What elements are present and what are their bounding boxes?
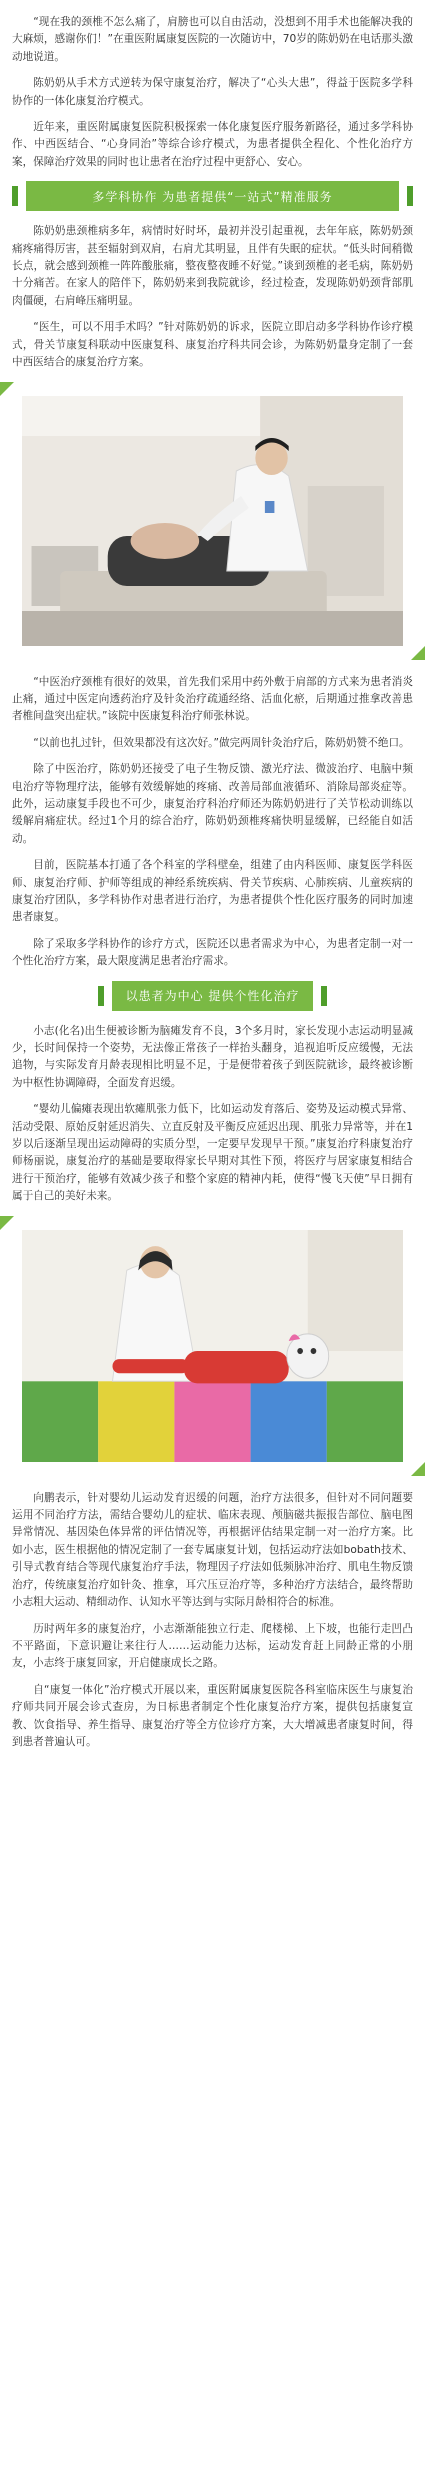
banner-right-accent bbox=[321, 986, 327, 1006]
body-paragraph: 向鹏表示，针对婴幼儿运动发育迟缓的问题，治疗方法很多，但针对不同问题要运用不同治疗方法，需结合婴幼儿的症状、临床表现、颅脑磁共振报告部位、脑电图异常情况、基因染色体异常的评估情况等，再根据评估结果定制一对一治疗方案。比如小志，医生根据他的情况定制了一套专属康复计划，包括运动疗法如bobath技术、引导式教育结合等现代康复治疗手法，物理因子疗法如低频脉冲治疗、肌电生物反馈治疗，传统康复治疗如针灸、推拿，耳穴压豆治疗等，多种治疗方法结合，最终帮助小志粗大运动、精细动作、认知水平等达到与实际月龄相符合的标准。 bbox=[12, 1491, 413, 1609]
frame-corner-decoration bbox=[0, 1216, 14, 1230]
body-paragraph: 除了采取多学科协作的诊疗方式，医院还以患者需求为中心，为患者定制一对一个性化治疗方案，最大限度满足患者治疗需求。 bbox=[12, 937, 413, 968]
intro-paragraph: 近年来，重医附属康复医院积极探索一体化康复医疗服务新路径，通过多学科协作、中西医结合、“心身同治”等综合诊疗模式，为患者提供全程化、个性化治疗方案，保障治疗效果的同时也让患者在治疗过程中更舒心、安心。 bbox=[12, 121, 413, 168]
body-paragraph: 历时两年多的康复治疗，小志渐渐能独立行走、爬楼梯、上下坡，也能行走凹凸不平路面，下意识避让来往行人……运动能力达标，运动发育赶上同龄正常的小朋友，小志终于康复回家，开启健康成长之路。 bbox=[12, 1622, 413, 1670]
intro-paragraph: 陈奶奶从手术方式逆转为保守康复治疗，解决了“心头大患”，得益于医院多学科协作的一体化康复治疗模式。 bbox=[12, 77, 413, 107]
banner-left-accent bbox=[12, 186, 18, 206]
photo-frame-acupuncture bbox=[12, 382, 413, 660]
section-banner-multidisciplinary bbox=[26, 181, 399, 211]
body-paragraph: “婴幼儿偏瘫表现出软瘫肌张力低下，比如运动发育落后、姿势及运动模式异常、活动受限、原始反射延迟消失、立直反射及平衡反应延迟出现、肌张力异常等，并在1岁以后逐渐呈现出运动障碍的实质分型，一定要早发现早干预。”康复治疗科康复治疗师杨丽说，康复治疗的基础是要取得家长早期对其性下预，将医疗与居家康复相结合进行干预治疗，能够有效减少孩子和整个家庭的精神内耗，使得“慢飞天使”早日拥有属于自己的美好未来。 bbox=[12, 1103, 413, 1203]
body-paragraph: 除了中医治疗，陈奶奶还接受了电子生物反馈、激光疗法、微波治疗、电脑中频电治疗等物理疗法，能够有效缓解她的疼痛、改善局部血液循环、消除局部炎症等。此外，运动康复手段也不可少，康复治疗科治疗师还为陈奶奶进行了关节松动训练以缓解肩痛症状。经过1个月的综合治疗，陈奶奶颈椎疼痛快明显缓解，已经能自如活动。 bbox=[12, 763, 413, 845]
section-heading: 多学科协作 为患者提供“一站式”精准服务 bbox=[92, 189, 333, 204]
intro-paragraph: “现在我的颈椎不怎么痛了，肩膀也可以自由活动，没想到不用手术也能解决我的大麻烦，感谢你们！”在重医附属康复医院的一次随访中，70岁的陈奶奶在电话那头激动地说道。 bbox=[12, 16, 413, 63]
frame-corner-decoration bbox=[0, 382, 14, 396]
body-paragraph: “中医治疗颈椎有很好的效果，首先我们采用中药外敷于肩部的方式来为患者消炎止痛，通过中医定向透药治疗及针灸治疗疏通经络、活血化瘀，后期通过推拿改善患者椎间盘突出症状。”该院中医康复科治疗师张林说。 bbox=[12, 675, 413, 723]
body-paragraph: 陈奶奶患颈椎病多年，病情时好时坏，最初并没引起重视，去年年底，陈奶奶颈痛疼痛得厉害，甚至辐射到双肩，右肩尤其明显，且伴有失眠的症状。“低头时间稍微长点，就会感到颈椎一阵阵酸胀痛，整夜整夜睡不好觉。”谈到颈椎的老毛病，陈奶奶十分痛苦。在家人的陪伴下，陈奶奶来到我院就诊，经过检查，发现陈奶奶颈背部肌肉僵硬，右肩峰压痛明显。 bbox=[12, 225, 413, 307]
frame-corner-decoration bbox=[411, 1462, 425, 1476]
body-paragraph: 自“康复一体化”治疗模式开展以来，重医附属康复医院各科室临床医生与康复治疗师共同开展会诊式查房，为日标患者制定个性化康复治疗方案，提供包括康复宣教、饮食指导、养生指导、康复治疗等全方位诊疗方案，大大增减患者康复时间，得到患者普遍认可。 bbox=[12, 1683, 413, 1748]
body-paragraph: “以前也扎过针，但效果都没有这次好。”做完两周针灸治疗后，陈奶奶赞不绝口。 bbox=[33, 736, 410, 749]
body-paragraph: “医生，可以不用手术吗？”针对陈奶奶的诉求，医院立即启动多学科协作诊疗模式，骨关节康复科联动中医康复科、康复治疗科共同会诊，为陈奶奶量身定制了一套中西医结合的康复治疗方案。 bbox=[12, 321, 413, 369]
body-paragraph: 目前，医院基本打通了各个科室的学科壁垒，组建了由内科医师、康复医学科医师、康复治疗师、护师等组成的神经系统疾病、骨关节疾病、心肺疾病、儿童疾病的康复治疗团队，多学科协作对患者进行治疗，为患者提供个性化医疗服务的同时加速患者康复。 bbox=[12, 859, 413, 924]
body-paragraph: 小志(化名)出生便被诊断为脑瘫发育不良，3个多月时，家长发现小志运动明显减少，长时间保持一个姿势，无法像正常孩子一样抬头翻身，追视追听反应缓慢，无法追物，与实际发育月龄表现相比明显不足，于是便带着孩子到医院就诊，最终被诊断为中枢性协调障碍，全面发育迟缓。 bbox=[12, 1024, 413, 1089]
banner-right-accent bbox=[407, 186, 413, 206]
photo-therapist-with-child bbox=[22, 1230, 403, 1462]
photo-doctor-treating-patient bbox=[22, 396, 403, 646]
photo-frame-child-therapy bbox=[12, 1216, 413, 1476]
section-banner-personalized bbox=[112, 981, 313, 1011]
section-heading: 以患者为中心 提供个性化治疗 bbox=[125, 989, 300, 1004]
banner-left-accent bbox=[98, 986, 104, 1006]
frame-corner-decoration bbox=[411, 646, 425, 660]
